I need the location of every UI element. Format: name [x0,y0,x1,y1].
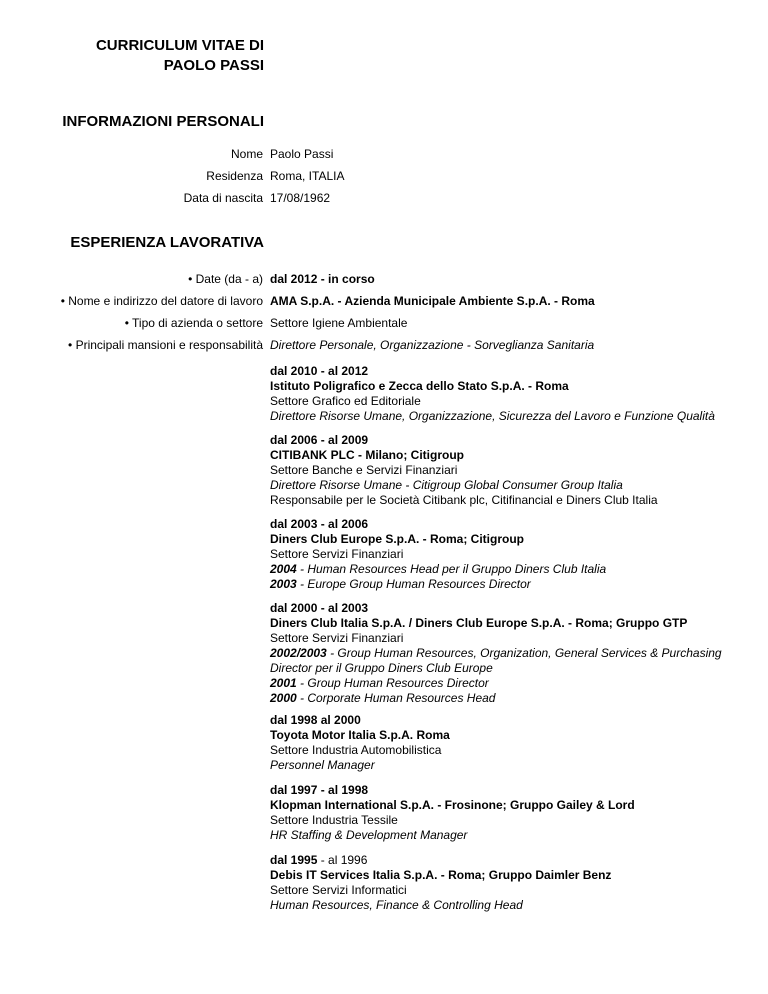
field-value: Roma, ITALIA [270,169,345,183]
job-entry [270,853,740,913]
job-sector: Settore Banche e Servizi Finanziari [270,463,458,477]
job-date: dal 1998 al 2000 [270,713,361,727]
work-experience-heading: ESPERIENZA LAVORATIVA [70,234,264,251]
job-sector: Settore Servizi Finanziari [270,631,404,645]
job-entry [270,783,740,843]
job-employer: CITIBANK PLC - Milano; Citigroup [270,448,464,462]
field-label: Nome [230,147,263,161]
job-employer: Istituto Poligrafico e Zecca dello Stato S.p.A. - Roma [270,379,569,393]
field-value: Direttore Personale, Organizzazione - Sorveglianza Sanitaria [270,338,595,352]
job-date: dal 2006 - al 2009 [270,433,369,447]
job-sector: Settore Servizi Finanziari [270,547,404,561]
job-sub-role [270,691,740,706]
job-date: dal 1997 - al 1998 [270,783,369,797]
job-sub-year: 2002/2003 [270,646,327,660]
job-employer: Debis IT Services Italia S.p.A. - Roma; Gruppo Daimler Benz [270,868,612,882]
job-date-start: dal 1995 [270,853,318,867]
job-employer: Diners Club Europe S.p.A. - Roma; Citigroup [270,532,525,546]
job-sub-year: 2001 [270,676,297,690]
job-sub-year: 2000 [270,691,297,705]
job-role: Human Resources, Finance & Controlling Head [270,898,523,912]
job-sector: Settore Grafico ed Editoriale [270,394,421,408]
job-sub-text: - Group Human Resources Director [296,676,489,690]
cv-title-line1: CURRICULUM VITAE DI [95,37,264,54]
field-label: Residenza [206,169,263,183]
job-role: Personnel Manager [270,758,375,772]
field-label: • Principali mansioni e responsabilità [68,338,263,352]
job-entry [270,601,740,706]
personal-info-heading: INFORMAZIONI PERSONALI [62,113,264,130]
field-label: • Date (da - a) [188,272,263,286]
job-sub-year: 2004 [270,562,297,576]
field-label: • Tipo di azienda o settore [124,316,263,330]
job-sub-role [270,676,740,691]
field-value: AMA S.p.A. - Azienda Municipale Ambiente S.p.A. - Roma [270,294,595,308]
job-sub-role [270,646,740,676]
cv-title [60,36,264,76]
field-value: Paolo Passi [270,147,334,161]
job-date: dal 2000 - al 2003 [270,601,369,615]
job-sub-role [270,577,740,592]
job-sub-year: 2003 [270,577,297,591]
job-sub-text: - Europe Group Human Resources Director [296,577,531,591]
job-date [270,853,740,868]
job-sub-text: - Corporate Human Resources Head [296,691,496,705]
job-extra: Responsabile per le Società Citibank plc, Citifinancial e Diners Club Italia [270,493,658,507]
job-date: dal 2003 - al 2006 [270,517,369,531]
job-employer: Toyota Motor Italia S.p.A. Roma [270,728,450,742]
field-value: Settore Igiene Ambientale [270,316,408,330]
job-sub-text: - Group Human Resources, Organization, General Services & Purchasing Director per il Gruppo Diners Club Europe [270,646,722,675]
job-employer: Diners Club Italia S.p.A. / Diners Club Europe S.p.A. - Roma; Gruppo GTP [270,616,688,630]
cv-title-name: PAOLO PASSI [163,57,264,74]
field-label: Data di nascita [183,191,263,205]
job-entry [270,433,740,508]
job-date-end: - al 1996 [317,853,368,867]
field-label: • Nome e indirizzo del datore di lavoro [60,294,263,308]
job-entry [270,713,740,773]
job-date: dal 2010 - al 2012 [270,364,369,378]
job-role: Direttore Risorse Umane - Citigroup Global Consumer Group Italia [270,478,623,492]
field-value: dal 2012 - in corso [270,272,375,286]
job-employer: Klopman International S.p.A. - Frosinone; Gruppo Gailey & Lord [270,798,635,812]
job-sub-text: - Human Resources Head per il Gruppo Diners Club Italia [296,562,607,576]
job-sub-role [270,562,740,577]
job-entry [270,364,740,424]
field-value: 17/08/1962 [270,191,331,205]
job-sector: Settore Servizi Informatici [270,883,407,897]
job-sector: Settore Industria Automobilistica [270,743,442,757]
job-entry [270,517,740,592]
job-role: Direttore Risorse Umane, Organizzazione, Sicurezza del Lavoro e Funzione Qualità [270,409,715,423]
job-role: HR Staffing & Development Manager [270,828,468,842]
job-sector: Settore Industria Tessile [270,813,398,827]
